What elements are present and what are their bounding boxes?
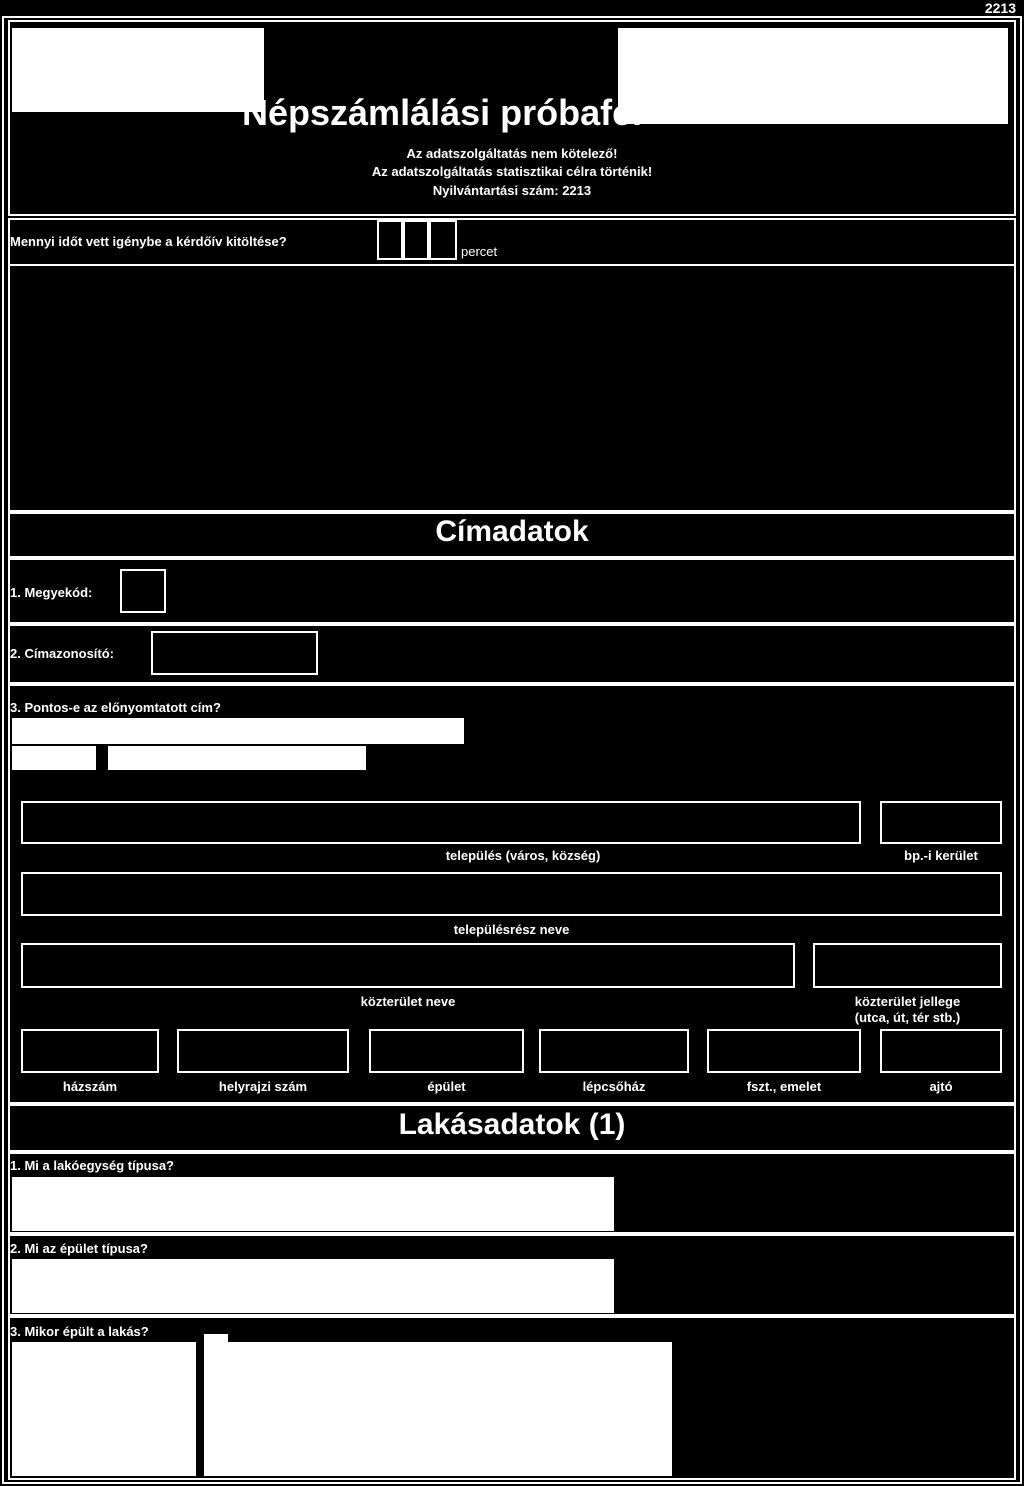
page-title: Népszámlálási próbafel xyxy=(242,92,643,133)
address-accuracy-label: 3. Pontos-e az előnyomtatott cím? xyxy=(10,700,221,715)
building-label: épület xyxy=(427,1079,466,1094)
redacted-option-no-a xyxy=(12,746,96,770)
floor-label: fszt., emelet xyxy=(746,1079,822,1094)
minutes-unit: percet xyxy=(461,244,498,259)
district-input[interactable] xyxy=(880,801,1002,844)
notice-statistical-purpose: Az adatszolgáltatás statisztikai célra történik! xyxy=(371,164,653,179)
address-id-label: 2. Címazonosító: xyxy=(10,646,115,661)
address-section-title: Címadatok xyxy=(435,515,589,548)
minutes-input-digit-1[interactable] xyxy=(377,220,403,260)
redacted-building-type-options xyxy=(12,1259,614,1313)
redacted-option-no-b xyxy=(108,746,366,770)
settlement-part-input[interactable] xyxy=(21,872,1002,916)
street-type-label-1: közterület jellege xyxy=(854,994,961,1009)
redacted-construction-year-tab xyxy=(204,1334,228,1342)
settlement-input[interactable] xyxy=(21,801,861,844)
settlement-label: település (város, község) xyxy=(445,848,601,863)
minutes-input-digit-3[interactable] xyxy=(429,220,457,260)
time-question-label: Mennyi időt vett igénybe a kérdőív kitöltése? xyxy=(10,234,287,249)
redacted-top-right-block xyxy=(618,28,1008,124)
dwelling-section-title: Lakásadatok (1) xyxy=(398,1108,626,1141)
minutes-input-digit-2[interactable] xyxy=(403,220,429,260)
floor-input[interactable] xyxy=(707,1029,861,1073)
settlement-part-label: településrész neve xyxy=(453,922,570,937)
redacted-construction-year-right xyxy=(204,1342,672,1476)
redacted-logo-block xyxy=(12,28,264,112)
street-type-label-2: (utca, út, tér stb.) xyxy=(854,1010,961,1025)
county-code-label: 1. Megyekód: xyxy=(10,585,93,600)
district-label: bp.-i kerület xyxy=(904,848,978,863)
dwelling-type-label: 1. Mi a lakóegység típusa? xyxy=(10,1158,174,1173)
registration-number: Nyilvántartási szám: 2213 xyxy=(432,183,592,198)
form-number: 2213 xyxy=(984,0,1016,16)
construction-year-label: 3. Mikor épült a lakás? xyxy=(10,1324,149,1339)
address-id-input[interactable] xyxy=(151,631,318,675)
staircase-input[interactable] xyxy=(539,1029,689,1073)
house-number-label: házszám xyxy=(62,1079,118,1094)
street-name-input[interactable] xyxy=(21,943,795,988)
redacted-option-yes xyxy=(12,718,464,744)
building-type-label: 2. Mi az épület típusa? xyxy=(10,1241,148,1256)
blank-area-frame xyxy=(8,266,1016,512)
county-code-input[interactable] xyxy=(120,569,166,613)
redacted-construction-year-left xyxy=(12,1342,196,1476)
door-input[interactable] xyxy=(880,1029,1002,1073)
staircase-label: lépcsőház xyxy=(582,1079,646,1094)
redacted-dwelling-type-options xyxy=(12,1177,614,1231)
door-label: ajtó xyxy=(929,1079,953,1094)
street-type-input[interactable] xyxy=(813,943,1002,988)
notice-not-mandatory: Az adatszolgáltatás nem kötelező! xyxy=(406,146,618,161)
house-number-input[interactable] xyxy=(21,1029,159,1073)
lot-number-input[interactable] xyxy=(177,1029,349,1073)
street-name-label: közterület neve xyxy=(360,994,456,1009)
lot-number-label: helyrajzi szám xyxy=(218,1079,308,1094)
building-input[interactable] xyxy=(369,1029,524,1073)
